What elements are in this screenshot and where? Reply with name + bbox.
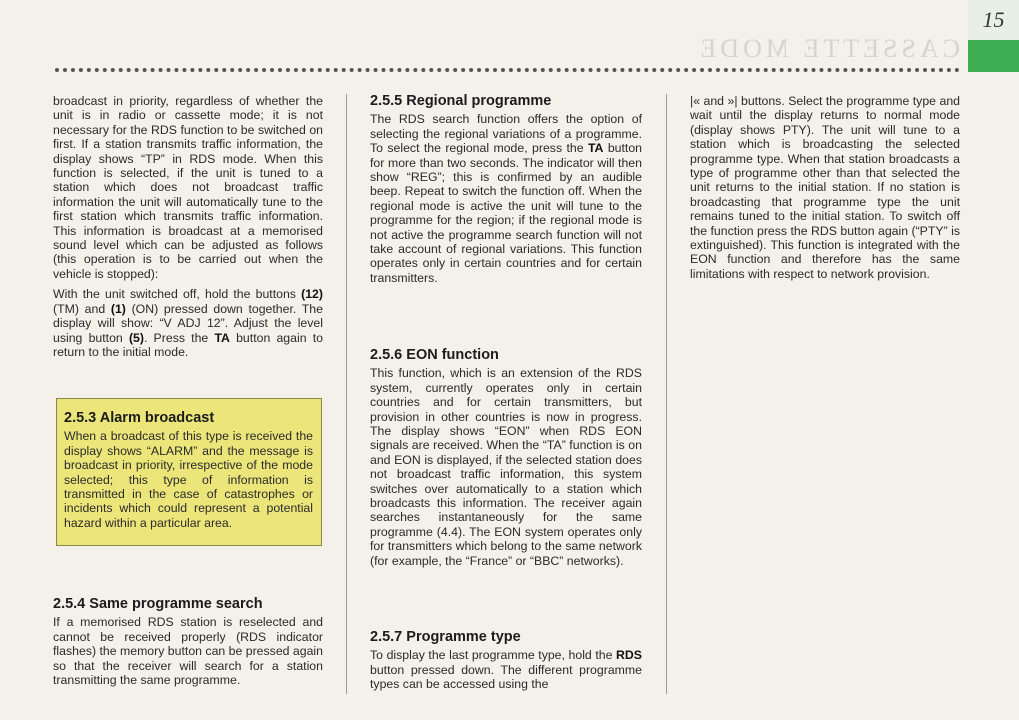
- same-programme-heading: 2.5.4 Same programme search: [53, 596, 263, 612]
- dotted-rule: [55, 68, 960, 72]
- regional-text: The RDS search function offers the option of selecting the regional variations of a programme. To select the regional mode, press the TA button for more than two seconds. The indicator will then show “REG”; this is confirmed by an audible beep. Repeat to switch the function off. When the regional mode is active the unit will tune to the programme for the region; if the regional mode is not active the programme search function will not take account of regional variations. This function operates only in certain countries and for certain transmitters.: [370, 112, 643, 285]
- programme-type-heading: 2.5.7 Programme type: [370, 629, 521, 645]
- column-1: [53, 94, 323, 365]
- volume-adjust-paragraph: With the unit switched off, hold the buttons (12) (TM) and (1) (ON) pressed down together. The display will show: “V ADJ 12”. Adjust the level using button (5). Press the TA button again to return to the initial mode.: [53, 287, 323, 359]
- eon-section: [370, 348, 642, 574]
- column-divider-2: [666, 94, 667, 694]
- alarm-text: When a broadcast of this type is received the display shows “ALARM” and the message is broadcast in priority, irrespective of the mode selected; this type of information is transmitted in the case of catastrophes or incidents which could represent a potential hazard within a particular area.: [64, 429, 313, 530]
- pty-continuation-text: |« and »| buttons. Select the programme type and wait until the display returns to normal mode (display shows PTY). The unit will tune to a station which is broadcasting the selected programme type. When that station broadcasts a type of programme other than that selected the unit returns to the initial station. If no station is broadcasting that programme type the unit remains tuned to the initial station. To switch off the function press the RDS button again (“PTY” is extinguished). This function is integrated with the EON function and therefore has the same limitations with respect to network provision.: [690, 94, 960, 281]
- column-divider-1: [346, 94, 347, 694]
- regional-section: [370, 94, 642, 291]
- traffic-info-paragraph: broadcast in priority, regardless of whether the unit is in radio or cassette mode; it is not necessary for the RDS function to be switched on first. If a station transmits traffic information, the display shows “TP” in RDS mode. When this function is selected, if the unit is tuned to a station which does not broadcast traffic information the unit will automatically tune to the first station which transmits traffic information. This information is broadcast at a memorised sound level which can be adjusted as follows (this operation is to be carried out when the vehicle is stopped):: [53, 94, 323, 281]
- eon-heading: 2.5.6 EON function: [370, 347, 499, 363]
- same-programme-text: If a memorised RDS station is reselected and cannot be received properly (RDS indicator flashes) the memory button can be pressed again so that the receiver will search for a station transmitting the same programme.: [53, 615, 324, 688]
- mirrored-header-title: CASSETTE MODE: [696, 34, 960, 63]
- eon-text: This function, which is an extension of the RDS system, currently operates only in certain countries and for certain transmitters, but provision in other countries is now in progress. The display shows “EON” when RDS EON signals are received. When the “TA” function is on and EON is displayed, if the selected station does not broadcast traffic information, this system switches over automatically to a station which broadcasts this information. The receiver again searches instantaneously for the same programme (4.4). The EON system operates only for transmitters which belong to the same network (for example, the “France” or “BBC” networks).: [370, 366, 642, 568]
- programme-type-text: To display the last programme type, hold the RDS button pressed down. The different programme types can be accessed using the: [370, 648, 642, 692]
- alarm-heading: 2.5.3 Alarm broadcast: [64, 410, 215, 426]
- column-3: [690, 94, 960, 287]
- alarm-broadcast-box: [56, 398, 322, 546]
- programme-type-section: [370, 630, 642, 698]
- same-programme-section: [53, 597, 323, 693]
- page-number: 15: [968, 0, 1019, 40]
- regional-heading: 2.5.5 Regional programme: [370, 93, 552, 109]
